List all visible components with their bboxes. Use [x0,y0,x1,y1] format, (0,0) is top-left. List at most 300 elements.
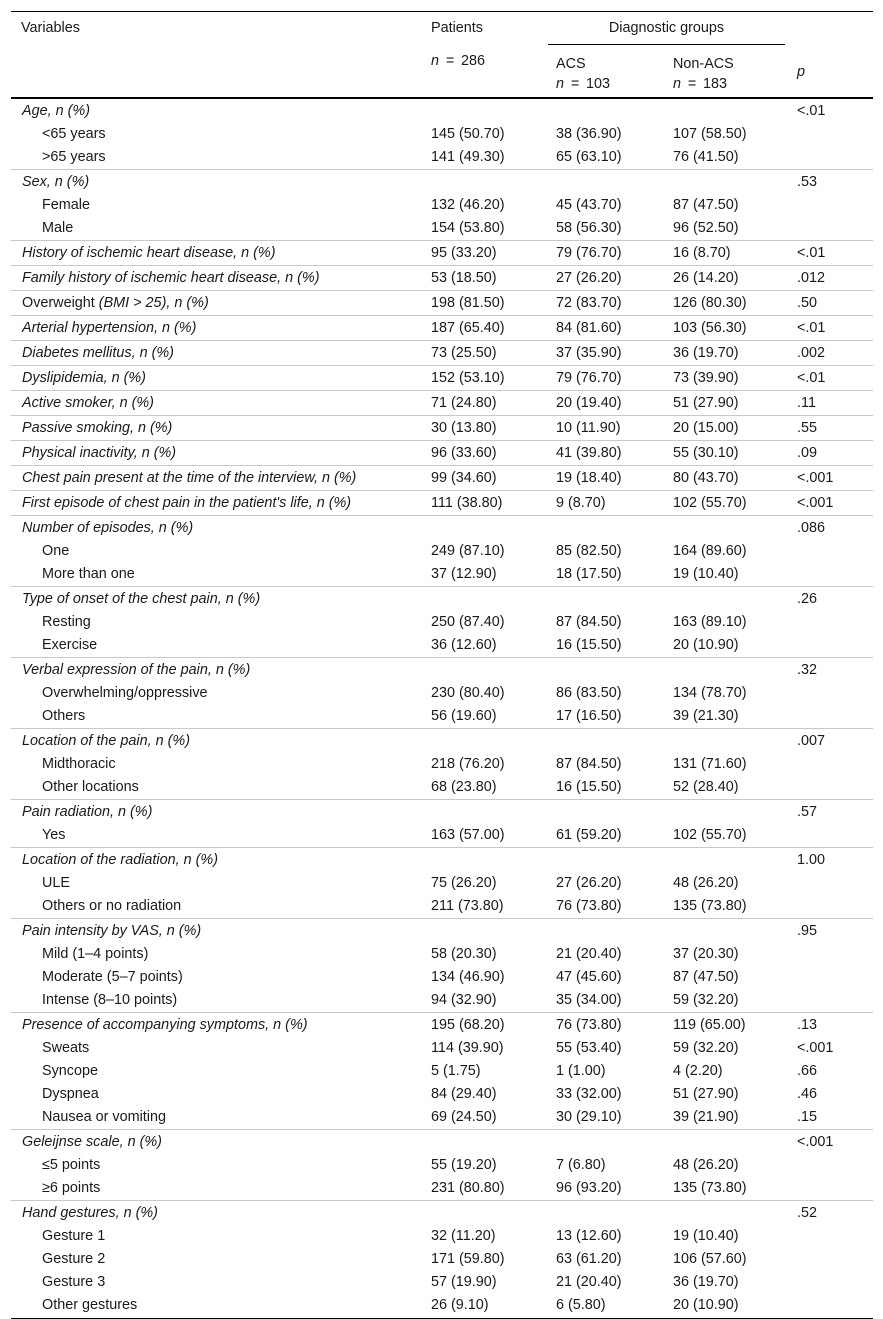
table-row [11,266,873,291]
non-acs-value: 20 (10.90) [673,637,739,653]
n-label: n [556,76,565,92]
p-value: 1.00 [787,848,873,873]
table-subrow [11,1037,873,1060]
patients-value: 249 (87.10) [431,543,505,559]
patients-value: 94 (32.90) [431,992,497,1008]
patients-value: 69 (24.50) [431,1109,497,1125]
acs-value: 13 (12.60) [556,1228,622,1244]
variable-label: Diabetes mellitus, n (%) [11,341,421,366]
acs-value: 87 (84.50) [556,614,622,630]
patients-value: 53 (18.50) [421,266,546,291]
patients-value: 58 (20.30) [431,946,497,962]
non-acs-value [663,587,787,612]
p-value: .52 [787,1201,873,1226]
table-row [11,316,873,341]
table-subrow [11,634,873,658]
variable-label: Yes [42,827,66,843]
table-subrow [11,753,873,776]
acs-value: 21 (20.40) [556,1274,622,1290]
p-value: .46 [797,1086,818,1102]
variable-label: Physical inactivity, n (%) [11,441,421,466]
p-value [787,123,873,146]
p-value [787,1177,873,1201]
p-value [787,1154,873,1177]
patients-value [421,1201,546,1226]
table-subrow [11,966,873,989]
variable-label: Geleijnse scale, n (%) [11,1130,421,1155]
non-acs-value: 51 (27.90) [663,391,787,416]
table-subrow [11,989,873,1013]
table-header [11,12,873,99]
variable-label: Sweats [42,1040,90,1056]
patients-value: 145 (50.70) [431,126,505,142]
patients-value: 26 (9.10) [421,1294,546,1319]
patients-value [421,516,546,541]
acs-value: 41 (39.80) [546,441,663,466]
variable-label: Type of onset of the chest pain, n (%) [11,587,421,612]
patients-value: 71 (24.80) [421,391,546,416]
acs-value [546,848,663,873]
acs-value: 55 (53.40) [556,1040,622,1056]
table-row [11,291,873,316]
patients-value: 68 (23.80) [431,779,497,795]
variable-label: Passive smoking, n (%) [11,416,421,441]
p-value: .007 [787,729,873,754]
table-subrow [11,123,873,146]
table-row [11,800,873,825]
variable-label-plain: Overweight [22,295,99,311]
patients-value [421,729,546,754]
p-value [787,1271,873,1294]
patients-value [421,1130,546,1155]
p-value: <.001 [797,1040,834,1056]
patients-value: 218 (76.20) [431,756,505,772]
patients-value: 96 (33.60) [421,441,546,466]
variable-label: ≥6 points [42,1180,101,1196]
non-acs-value: 134 (78.70) [673,685,747,701]
p-value: <.01 [797,103,826,119]
table-subrow [11,682,873,705]
p-value: .012 [787,266,873,291]
acs-value: 16 (15.50) [556,779,622,795]
non-acs-value: 96 (52.50) [673,220,739,236]
non-acs-value: 39 (21.90) [673,1109,739,1125]
acs-value: 27 (26.20) [556,875,622,891]
p-value [787,966,873,989]
variable-label: Others [42,708,86,724]
non-acs-value: 20 (10.90) [663,1294,787,1319]
non-acs-value [663,1201,787,1226]
table-row [11,441,873,466]
variable-label: Other gestures [11,1294,421,1319]
header-variables-spacer [11,45,421,98]
variable-label: Syncope [42,1063,99,1079]
non-acs-value: 163 (89.10) [673,614,747,630]
header-acs-label: ACS [556,56,586,72]
variable-label: One [42,543,70,559]
patients-value: 198 (81.50) [421,291,546,316]
variable-label: Gesture 1 [42,1228,106,1244]
acs-value [546,658,663,683]
patients-value: 111 (38.80) [421,491,546,516]
p-value: .53 [787,170,873,195]
variable-label: >65 years [42,149,106,165]
non-acs-value: 59 (32.20) [673,1040,739,1056]
variable-label: Other locations [42,779,139,795]
patients-value: 84 (29.40) [431,1086,497,1102]
non-acs-value: 52 (28.40) [673,779,739,795]
variable-label: Dyspnea [42,1086,99,1102]
acs-value: 21 (20.40) [556,946,622,962]
p-value: <.01 [787,241,873,266]
table-row [11,366,873,391]
acs-value [546,170,663,195]
p-value [787,146,873,170]
acs-value: 1 (1.00) [556,1063,606,1079]
acs-value: 30 (29.10) [556,1109,622,1125]
variable-label: Moderate (5–7 points) [42,969,183,985]
patients-value: 32 (11.20) [431,1228,496,1244]
non-acs-value: 135 (73.80) [673,1180,747,1196]
variable-label: Nausea or vomiting [42,1109,166,1125]
table-subrow [11,563,873,587]
p-value: .55 [787,416,873,441]
table-subrow [11,1106,873,1130]
table-row [11,1013,873,1038]
header-patients-n [421,45,546,98]
table-row [11,658,873,683]
variable-label: Location of the pain, n (%) [11,729,421,754]
variable-label: Active smoker, n (%) [11,391,421,416]
table-row [11,241,873,266]
variable-label: Verbal expression of the pain, n (%) [11,658,421,683]
patients-value [421,919,546,944]
patients-value: 55 (19.20) [431,1157,497,1173]
table-subrow [11,1271,873,1294]
variable-label-italic: (BMI > 25), n (%) [98,295,209,311]
table-row [11,466,873,491]
acs-value [546,919,663,944]
non-acs-value: 4 (2.20) [673,1063,723,1079]
table-subrow [11,1154,873,1177]
non-acs-value: 19 (10.40) [673,1228,739,1244]
acs-value: 65 (63.10) [556,149,622,165]
table-subrow [11,611,873,634]
variable-label: Number of episodes, n (%) [11,516,421,541]
table-subrow [11,824,873,848]
non-acs-value: 26 (14.20) [663,266,787,291]
acs-value: 72 (83.70) [546,291,663,316]
patients-value: 95 (33.20) [421,241,546,266]
p-value: <.001 [787,466,873,491]
variable-label: Age, n (%) [22,103,90,119]
p-value [787,705,873,729]
acs-value [546,587,663,612]
header-patients: Patients [421,12,546,46]
header-diagnostic-groups-label: Diagnostic groups [548,20,785,45]
table-row [11,341,873,366]
patients-count: 286 [461,53,486,69]
variable-label: Location of the radiation, n (%) [11,848,421,873]
results-table [11,11,873,1319]
non-acs-value: 106 (57.60) [673,1251,747,1267]
acs-value: 79 (76.70) [546,366,663,391]
variable-label: ≤5 points [42,1157,101,1173]
acs-value: 16 (15.50) [556,637,622,653]
acs-count: 103 [586,76,611,92]
p-value: <.001 [787,491,873,516]
non-acs-value [663,1130,787,1155]
p-value [787,634,873,658]
header-empty [787,12,873,46]
p-value [787,682,873,705]
variable-label: First episode of chest pain in the patient's life, n (%) [11,491,421,516]
variable-label: Mild (1–4 points) [42,946,149,962]
table-subrow [11,1225,873,1248]
variable-label: <65 years [42,126,106,142]
non-acs-value: 102 (55.70) [673,827,747,843]
acs-value [546,1201,663,1226]
non-acs-value [663,919,787,944]
variable-label: Presence of accompanying symptoms, n (%) [11,1013,421,1038]
acs-value: 35 (34.00) [556,992,622,1008]
p-value [787,776,873,800]
non-acs-value [663,98,787,123]
variable-label: Hand gestures, n (%) [11,1201,421,1226]
non-acs-value [663,516,787,541]
p-value: .32 [787,658,873,683]
variable-label: Others or no radiation [42,898,182,914]
p-value [787,872,873,895]
acs-value [546,98,663,123]
non-acs-value: 59 (32.20) [673,992,739,1008]
table-row [11,848,873,873]
table-row [11,391,873,416]
table-subrow [11,1060,873,1083]
acs-value: 86 (83.50) [556,685,622,701]
p-value: <.01 [787,366,873,391]
header-acs [546,45,663,98]
p-value: <.001 [787,1130,873,1155]
variable-label: Exercise [42,637,98,653]
table-subrow [11,540,873,563]
p-value: .086 [787,516,873,541]
non-acs-value: 36 (19.70) [663,341,787,366]
variable-label: Female [42,197,90,213]
acs-value: 38 (36.90) [556,126,622,142]
patients-value: 195 (68.20) [421,1013,546,1038]
table-row [11,587,873,612]
table-subrow [11,705,873,729]
variable-label: Resting [42,614,91,630]
p-value: .95 [787,919,873,944]
acs-value: 9 (8.70) [546,491,663,516]
acs-value: 84 (81.60) [546,316,663,341]
p-value: .09 [787,441,873,466]
non-acs-value: 76 (41.50) [673,149,739,165]
header-variables: Variables [11,12,421,46]
variable-label: Gesture 2 [42,1251,106,1267]
patients-value [421,800,546,825]
p-value: .13 [787,1013,873,1038]
p-value: .66 [797,1063,818,1079]
variable-label: Male [42,220,74,236]
patients-value [421,658,546,683]
non-acs-value: 135 (73.80) [673,898,747,914]
table-row [11,1130,873,1155]
patients-value: 56 (19.60) [431,708,497,724]
variable-label: Family history of ischemic heart disease, n (%) [11,266,421,291]
patients-value: 99 (34.60) [421,466,546,491]
table-row [11,919,873,944]
non-acs-value: 80 (43.70) [663,466,787,491]
non-acs-value [663,729,787,754]
acs-value [546,729,663,754]
acs-value: 76 (73.80) [546,1013,663,1038]
p-value [787,194,873,217]
equals-sign: = [687,76,697,92]
variable-label: Overwhelming/oppressive [42,685,208,701]
table-subrow [11,1294,873,1319]
variable-label: Pain intensity by VAS, n (%) [11,919,421,944]
variable-label: Intense (8–10 points) [42,992,178,1008]
non-acs-value: 119 (65.00) [663,1013,787,1038]
p-value: .11 [787,391,873,416]
acs-value: 19 (18.40) [546,466,663,491]
variable-label: Midthoracic [42,756,116,772]
p-value: .26 [787,587,873,612]
acs-value: 45 (43.70) [556,197,622,213]
acs-value: 63 (61.20) [556,1251,622,1267]
table-row [11,516,873,541]
non-acs-value: 55 (30.10) [663,441,787,466]
table-row [11,416,873,441]
acs-value: 17 (16.50) [556,708,622,724]
non-acs-value [663,170,787,195]
patients-value: 163 (57.00) [431,827,505,843]
p-value [787,217,873,241]
p-value: .15 [797,1109,818,1125]
patients-value: 171 (59.80) [431,1251,505,1267]
non-acs-value: 48 (26.20) [673,1157,739,1173]
patients-value: 154 (53.80) [431,220,505,236]
p-value [787,1294,873,1319]
table-subrow [11,146,873,170]
acs-value: 18 (17.50) [556,566,622,582]
variable-label: Arterial hypertension, n (%) [11,316,421,341]
variable-label: More than one [42,566,135,582]
non-acs-value: 126 (80.30) [663,291,787,316]
table-subrow [11,1083,873,1106]
p-value [787,753,873,776]
table-row [11,491,873,516]
non-acs-value: 164 (89.60) [673,543,747,559]
acs-value: 10 (11.90) [546,416,663,441]
patients-value: 37 (12.90) [431,566,497,582]
non-acs-value: 20 (15.00) [663,416,787,441]
p-value: .57 [787,800,873,825]
variable-label: History of ischemic heart disease, n (%) [11,241,421,266]
p-value [787,611,873,634]
table-subrow [11,194,873,217]
acs-value: 58 (56.30) [556,220,622,236]
header-non-acs [663,45,787,98]
non-acs-value [663,848,787,873]
p-value [787,563,873,587]
acs-value: 85 (82.50) [556,543,622,559]
patients-value: 152 (53.10) [421,366,546,391]
patients-value: 231 (80.80) [431,1180,505,1196]
table-subrow [11,943,873,966]
non-acs-value: 107 (58.50) [673,126,747,142]
patients-value: 134 (46.90) [431,969,505,985]
patients-value: 114 (39.90) [431,1040,504,1056]
non-acs-value: 73 (39.90) [663,366,787,391]
patients-value: 36 (12.60) [431,637,497,653]
variable-label: Gesture 3 [42,1274,106,1290]
equals-sign: = [570,76,580,92]
patients-value [421,587,546,612]
variable-label: Dyslipidemia, n (%) [11,366,421,391]
non-acs-value: 19 (10.40) [673,566,739,582]
patients-value: 75 (26.20) [431,875,497,891]
n-label: n [673,76,682,92]
patients-value: 57 (19.90) [431,1274,497,1290]
patients-value: 250 (87.40) [431,614,505,630]
non-acs-value: 51 (27.90) [673,1086,739,1102]
patients-value [421,98,546,123]
variable-label: Pain radiation, n (%) [11,800,421,825]
non-acs-value: 36 (19.70) [673,1274,739,1290]
header-non-acs-label: Non-ACS [673,56,734,72]
non-acs-value: 87 (47.50) [673,197,739,213]
table-subrow [11,895,873,919]
variable-label: ULE [42,875,70,891]
non-acs-value: 39 (21.30) [673,708,739,724]
patients-value: 211 (73.80) [431,898,504,914]
non-acs-value: 37 (20.30) [673,946,739,962]
acs-value: 87 (84.50) [556,756,622,772]
p-value [787,824,873,848]
table-subrow [11,1248,873,1271]
table-subrow [11,217,873,241]
non-acs-value: 87 (47.50) [673,969,739,985]
patients-value: 187 (65.40) [421,316,546,341]
acs-value: 61 (59.20) [556,827,622,843]
table-row [11,98,873,123]
results-table-container [11,11,873,1319]
non-acs-count: 183 [703,76,728,92]
equals-sign: = [445,53,455,69]
acs-value [546,1130,663,1155]
non-acs-value: 103 (56.30) [663,316,787,341]
table-row [11,170,873,195]
acs-value: 96 (93.20) [556,1180,622,1196]
patients-value [421,170,546,195]
acs-value: 27 (26.20) [546,266,663,291]
patients-value: 132 (46.20) [431,197,505,213]
table-subrow [11,776,873,800]
p-value: .002 [787,341,873,366]
acs-value: 20 (19.40) [546,391,663,416]
patients-value: 73 (25.50) [421,341,546,366]
table-subrow [11,1177,873,1201]
acs-value: 37 (35.90) [546,341,663,366]
patients-value: 141 (49.30) [431,149,505,165]
n-label: n [431,53,440,69]
acs-value: 33 (32.00) [556,1086,622,1102]
patients-value: 30 (13.80) [421,416,546,441]
